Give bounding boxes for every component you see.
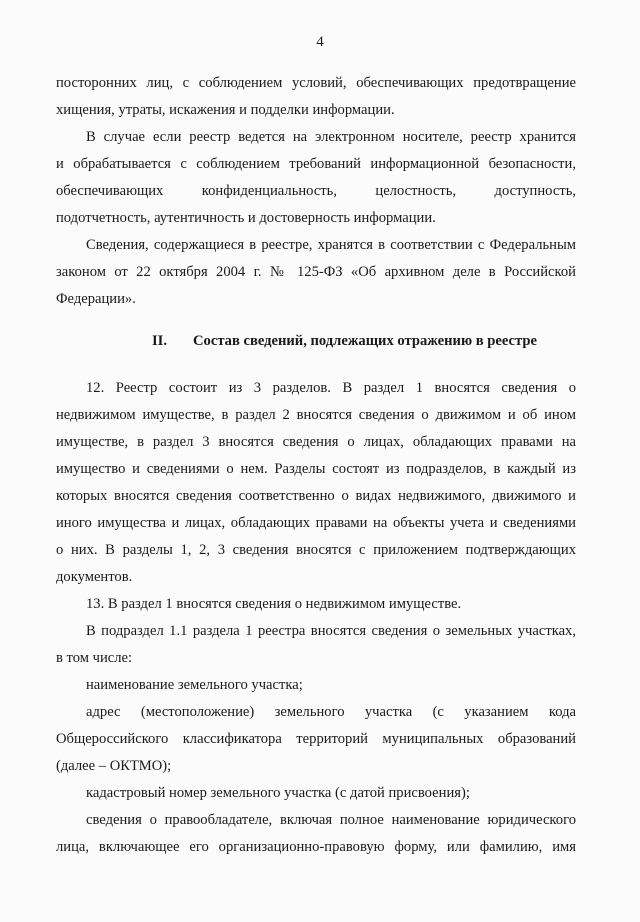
text-line: 12. Реестр состоит из 3 разделов. В раздел 1 вносятся сведения о (86, 380, 576, 396)
text-line: имущество и сведениями о нем. Разделы состоят из подразделов, в каждый из (56, 461, 576, 477)
section-number: II. (152, 333, 168, 349)
text-line: обеспечивающих конфиденциальность, целостность, доступность, (56, 183, 576, 199)
text-line: В подраздел 1.1 раздела 1 реестра вносятся сведения о земельных участках, (86, 623, 576, 639)
text-line: документов. (56, 569, 133, 585)
text-line: и обрабатывается с соблюдением требований информационной безопасности, (56, 156, 576, 172)
text-line: наименование земельного участка; (86, 677, 303, 693)
text-line: хищения, утраты, искажения и подделки информации. (56, 102, 395, 118)
text-line: имуществе, в раздел 3 вносятся сведения о лицах, обладающих правами на (56, 434, 576, 450)
text-line: 13. В раздел 1 вносятся сведения о недвижимом имуществе. (86, 596, 462, 612)
text-line: подотчетность, аутентичность и достоверность информации. (56, 210, 436, 226)
text-line: иного имущества и лицах, обладающих правами на объекты учета и сведениями (56, 515, 576, 531)
text-line: лица, включающее его организационно-правовую форму, или фамилию, имя (56, 839, 576, 855)
text-line: которых вносятся сведения соответственно о видах недвижимого, движимого и (56, 488, 576, 504)
text-line: законом от 22 октября 2004 г. № 125-ФЗ «Об архивном деле в Российской (56, 264, 576, 280)
text-line: (далее – ОКТМО); (56, 758, 172, 774)
text-line: адрес (местоположение) земельного участка (с указанием кода (86, 704, 576, 720)
page-number: 4 (316, 34, 324, 50)
text-line: в том числе: (56, 650, 133, 666)
text-line: кадастровый номер земельного участка (с датой присвоения); (86, 785, 470, 801)
text-line: Общероссийского классификатора территорий муниципальных образований (56, 731, 576, 747)
text-line: о них. В разделы 1, 2, 3 сведения вносятся с приложением подтверждающих (56, 542, 576, 558)
section-title: Состав сведений, подлежащих отражению в реестре (193, 333, 537, 349)
text-line: Федерации». (56, 291, 136, 307)
text-line: Сведения, содержащиеся в реестре, хранятся в соответствии с Федеральным (86, 237, 576, 253)
text-line: недвижимом имуществе, в раздел 2 вносятся сведения о движимом и об ином (56, 407, 576, 423)
text-line: посторонних лиц, с соблюдением условий, обеспечивающих предотвращение (56, 75, 576, 91)
text-line: В случае если реестр ведется на электронном носителе, реестр хранится (86, 129, 576, 145)
text-line: сведения о правообладателе, включая полное наименование юридического (86, 812, 576, 828)
